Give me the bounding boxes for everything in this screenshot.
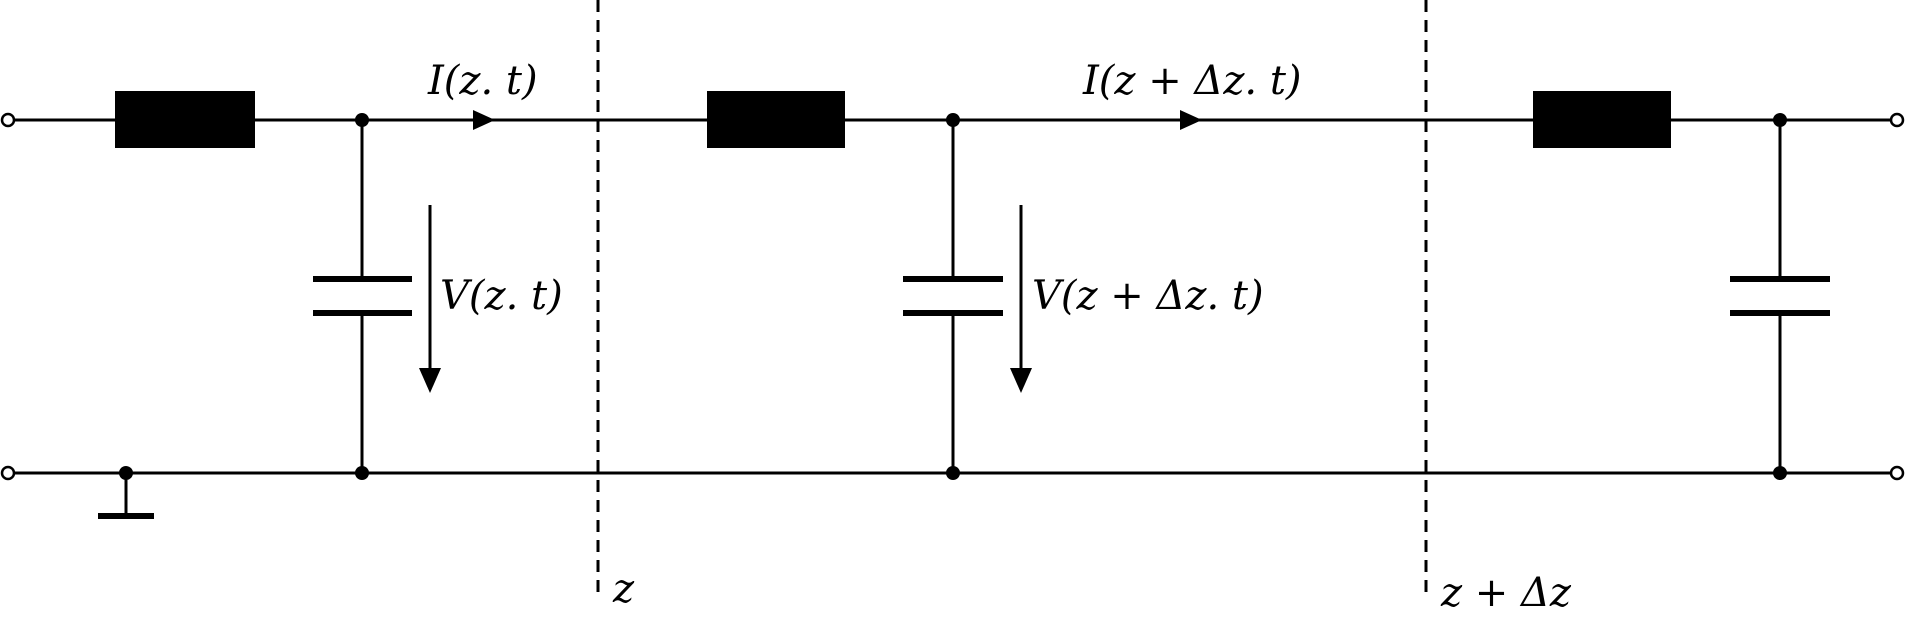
position-label-z-dz: z + Δz bbox=[1441, 570, 1571, 616]
node-bottom-1 bbox=[355, 466, 369, 480]
terminal-top-left bbox=[2, 114, 14, 126]
position-label-z: z bbox=[613, 566, 635, 612]
node-bottom-3 bbox=[1773, 466, 1787, 480]
voltage-arrow-2-head bbox=[1010, 368, 1032, 393]
node-top-2 bbox=[946, 113, 960, 127]
current-label-left: I(z. t) bbox=[428, 58, 538, 104]
voltage-label-left: V(z. t) bbox=[440, 273, 563, 319]
series-element-1 bbox=[115, 91, 255, 148]
node-top-3 bbox=[1773, 113, 1787, 127]
voltage-label-right: V(z + Δz. t) bbox=[1032, 273, 1264, 319]
voltage-arrow-1-head bbox=[419, 368, 441, 393]
node-top-1 bbox=[355, 113, 369, 127]
series-element-2 bbox=[707, 91, 845, 148]
current-arrow-1 bbox=[473, 110, 495, 130]
node-bottom-2 bbox=[946, 466, 960, 480]
terminal-top-right bbox=[1891, 114, 1903, 126]
series-element-3 bbox=[1533, 91, 1671, 148]
current-arrow-2 bbox=[1180, 110, 1202, 130]
terminal-bottom-right bbox=[1891, 467, 1903, 479]
terminal-bottom-left bbox=[2, 467, 14, 479]
current-label-right: I(z + Δz. t) bbox=[1083, 58, 1302, 104]
